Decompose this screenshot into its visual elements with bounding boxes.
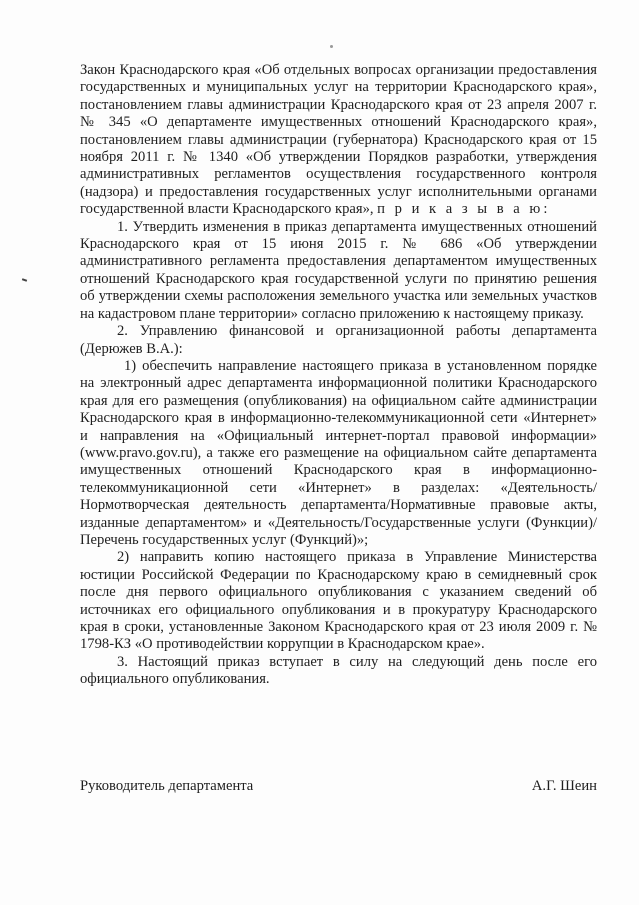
scan-speck-mark — [22, 278, 27, 282]
item-2-2-paragraph: 2) направить копию настоящего приказа в Управление Министерства юстиции Российской Федерации по Краснодарскому краю в семидневный срок после дня первого официального опубликования с указанием сведений об источниках его официального опубликования и в прокуратуру Краснодарского края в сроки, установленные Законом Краснодарского края от 23 июля 2009 г. № 1798-КЗ «О противодействии коррупции в Краснодарском крае». — [80, 549, 597, 653]
intro-text: Закон Краснодарского края «Об отдельных вопросах организации предоставления государственных и муниципальных услуг на территории Краснодарского края», постановлением главы администрации Краснодарского края от 23 апреля 2007 г. № 345 «О департаменте имущественных отношений Краснодарского края», постановлением главы администрации (губернатора) Краснодарского края от 15 ноября 2011 г. № 1340 «Об утверждении Порядков разработки, утверждения административных регламентов осуществления государственного контроля (надзора) и предоставления государственных услуг исполнительными органами государственной власти Краснодарского края», — [80, 62, 597, 218]
signatory-name: А.Г. Шеин — [531, 778, 597, 794]
intro-paragraph — [80, 62, 597, 219]
item-3-paragraph: 3. Настоящий приказ вступает в силу на следующий день после его официального опубликования. — [80, 653, 597, 688]
item-2-paragraph: 2. Управлению финансовой и организационной работы департамента (Дерюжев В.А.): — [80, 323, 597, 357]
order-word: п р и к а з ы в а ю: — [377, 201, 551, 218]
signature-block — [80, 778, 597, 795]
signatory-position: Руководитель департамента — [80, 778, 254, 794]
item-1-paragraph: 1. Утвердить изменения в приказ департамента имущественных отношений Краснодарского края от 15 июня 2015 г. № 686 «Об утверждении административного регламента предоставления департаментом имущественных отношений Краснодарского края государственной услуги по принятию решения об утверждении схемы расположения земельного участка или земельных участков на кадастровом плане территории» согласно приложению к настоящему приказу. — [80, 218, 597, 322]
scan-dot-mark — [330, 45, 333, 48]
document-body — [80, 62, 597, 689]
item-2-1-paragraph: 1) обеспечить направление настоящего приказа в установленном порядке на электронный адрес департамента информационной политики Краснодарского края для его размещения (опубликования) на официальном сайте администрации Краснодарского края в информационно-телекоммуникационной сети «Интернет» и направления на «Официальный интернет-портал правовой информации» (www.pravo.gov.ru), а также его размещение на официальном сайте департамента имущественных отношений Краснодарского края в информационно-телекоммуникационной сети «Интернет» в разделах: «Деятельность/Нормотворческая деятельность департамента/Нормативные правовые акты, изданные департаментом» и «Деятельность/Государственные услуги (Функции)/Перечень государственных услуг (Функций)»; — [80, 357, 597, 548]
